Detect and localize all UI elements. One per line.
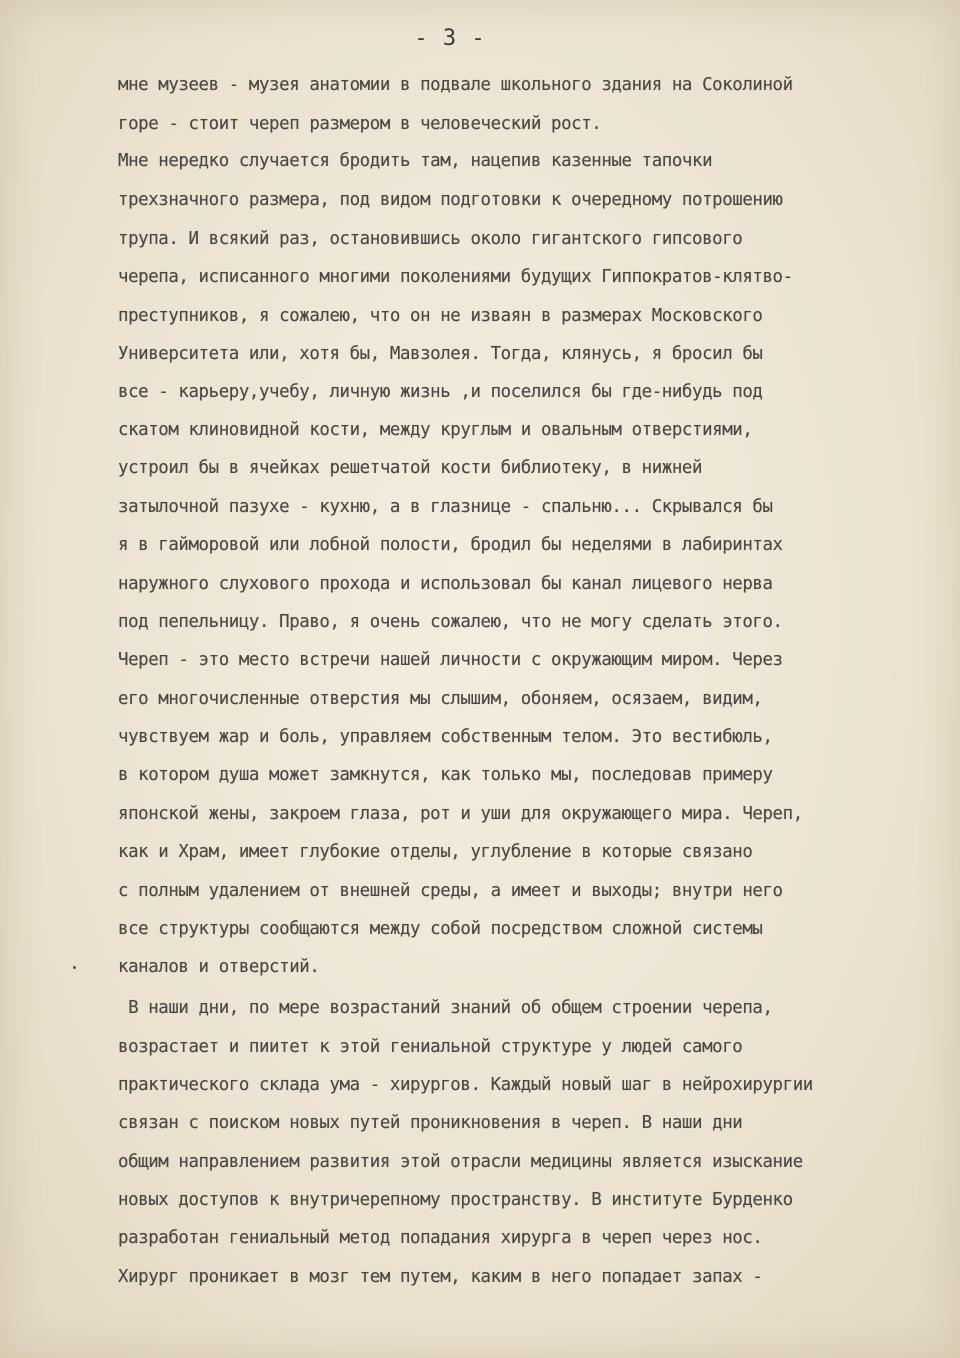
text-line: практического склада ума - хирургов. Каждый новый шаг в нейрохирургии (118, 1075, 813, 1095)
text-line: черепа, исписанного многими поколениями будущих Гиппократов-клятво- (118, 267, 793, 287)
text-line: В наши дни, по мере возрастаний знаний об общем строении черепа, (118, 998, 773, 1018)
text-line: все структуры сообщаются между собой посредством сложной системы (118, 919, 763, 939)
text-line: с полным удалением от внешней среды, а имеет и выходы; внутри него (118, 881, 783, 901)
text-line: в котором душа может замкнутся, как только мы, последовав примеру (118, 765, 773, 785)
text-line: я в гайморовой или лобной полости, бродил бы неделями в лабиринтах (118, 535, 783, 555)
text-line: под пепельницу. Право, я очень сожалею, что не могу сделать этого. (118, 612, 783, 632)
text-line: общим направлением развития этой отрасли медицины является изыскание (118, 1152, 803, 1172)
text-line: его многочисленные отверстия мы слышим, обоняем, осязаем, видим, (118, 689, 763, 709)
text-line: связан с поиском новых путей проникновения в череп. В наши дни (118, 1113, 743, 1133)
text-line: новых доступов к внутричерепному пространству. В институте Бурденко (118, 1190, 793, 1210)
text-line: трехзначного размера, под видом подготовки к очередному потрошению (118, 190, 783, 210)
text-line: скатом клиновидной кости, между круглым и овальным отверстиями, (118, 420, 753, 440)
text-line: как и Храм, имеет глубокие отделы, углубление в которые связано (118, 842, 753, 862)
text-line: преступников, я сожалею, что он не изваян в размерах Московского (118, 306, 763, 326)
text-line: каналов и отверстий. (118, 957, 320, 977)
text-line: японской жены, закроем глаза, рот и уши для окружающего мира. Череп, (118, 804, 803, 824)
text-line: Хирург проникает в мозг тем путем, каким в него попадает запах - (118, 1267, 763, 1287)
page-number: - 3 - (414, 26, 486, 51)
text-line: все - карьеру,учебу, личную жизнь ,и поселился бы где-нибудь под (118, 382, 763, 402)
text-line: затылочной пазухе - кухню, а в глазнице - спальню... Скрывался бы (118, 497, 773, 517)
text-line: наружного слухового прохода и использовал бы канал лицевого нерва (118, 574, 773, 594)
text-line: чувствуем жар и боль, управляем собственным телом. Это вестибюль, (118, 727, 773, 747)
text-line: устроил бы в ячейках решетчатой кости библиотеку, в нижней (118, 458, 703, 478)
ink-speck (73, 966, 76, 969)
text-line: Череп - это место встречи нашей личности с окружающим миром. Через (118, 650, 783, 670)
text-line: мне музеев - музея анатомии в подвале школьного здания на Соколиной (118, 75, 793, 95)
text-line: горе - стоит череп размером в человеческий рост. (118, 114, 602, 134)
text-line: трупа. И всякий раз, остановившись около гигантского гипсового (118, 229, 743, 249)
text-line: Мне нередко случается бродить там, нацепив казенные тапочки (118, 151, 713, 171)
text-line: Университета или, хотя бы, Мавзолея. Тогда, клянусь, я бросил бы (118, 344, 763, 364)
text-line: возрастает и пиитет к этой гениальной структуре у людей самого (118, 1037, 743, 1057)
text-line: разработан гениальный метод попадания хирурга в череп через нос. (118, 1228, 763, 1248)
